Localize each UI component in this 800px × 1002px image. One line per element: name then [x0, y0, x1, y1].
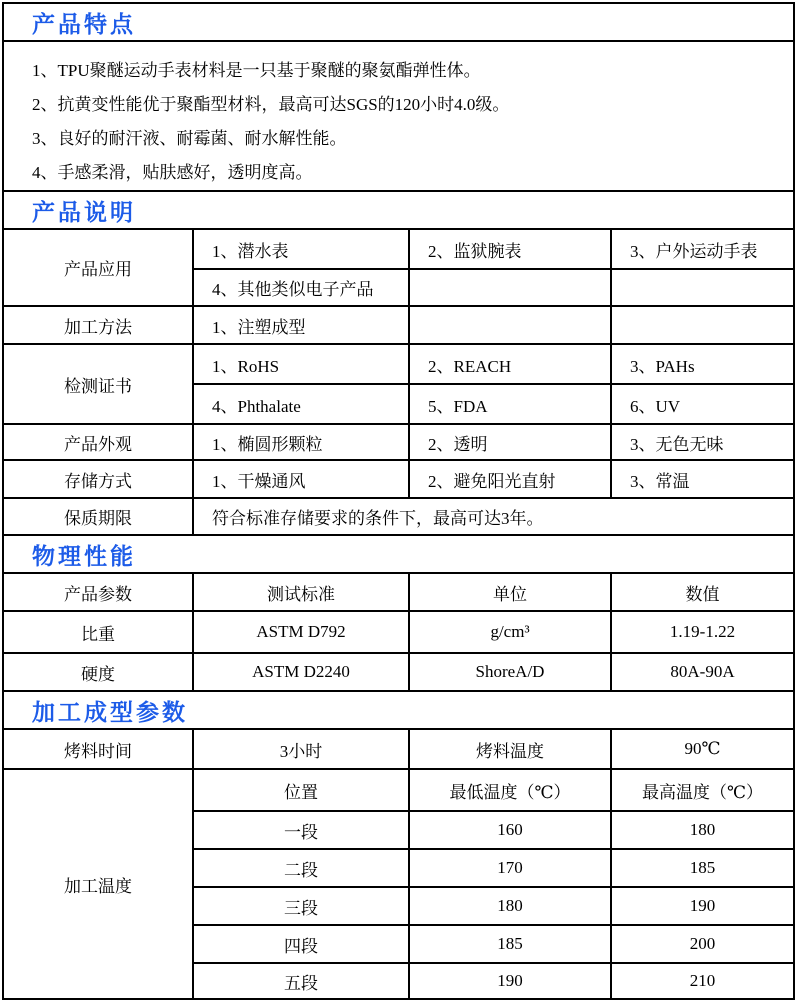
appearance-item-1: 1、椭圆形颗粒	[193, 424, 409, 460]
physical-header-value: 数值	[611, 573, 794, 611]
temp-max: 190	[611, 887, 794, 925]
bake-temp-value: 90℃	[611, 729, 794, 769]
empty-cell	[409, 269, 611, 306]
empty-cell	[409, 306, 611, 344]
physical-header-parameter: 产品参数	[3, 573, 193, 611]
method-label: 加工方法	[3, 306, 193, 344]
storage-item-2: 2、避免阳光直射	[409, 460, 611, 498]
appearance-item-3: 3、无色无味	[611, 424, 794, 460]
section-header-physical	[2, 534, 795, 574]
temp-max: 185	[611, 849, 794, 887]
temp-header-max: 最高温度（℃）	[611, 769, 794, 811]
temp-header-position: 位置	[193, 769, 409, 811]
certificates-label: 检测证书	[3, 344, 193, 424]
certificate-item-6: 6、UV	[611, 384, 794, 424]
physical-row-name: 硬度	[3, 653, 193, 691]
section-title-processing: 加工成型参数	[32, 698, 188, 725]
temp-max: 200	[611, 925, 794, 963]
certificate-item-4: 4、Phthalate	[193, 384, 409, 424]
application-item-2: 2、监狱腕表	[409, 229, 611, 269]
physical-row-standard: ASTM D2240	[193, 653, 409, 691]
section-header-description	[2, 190, 795, 230]
description-table	[2, 228, 795, 536]
physical-row-standard: ASTM D792	[193, 611, 409, 653]
product-spec-sheet	[2, 2, 795, 1000]
temp-max: 180	[611, 811, 794, 849]
physical-header-standard: 测试标准	[193, 573, 409, 611]
physical-row-unit: g/cm³	[409, 611, 611, 653]
storage-label: 存储方式	[3, 460, 193, 498]
section-title-physical: 物理性能	[32, 542, 136, 569]
storage-item-3: 3、常温	[611, 460, 794, 498]
section-title-description: 产品说明	[32, 198, 136, 225]
appearance-label: 产品外观	[3, 424, 193, 460]
certificate-item-3: 3、PAHs	[611, 344, 794, 384]
temp-min: 190	[409, 963, 611, 999]
temp-min: 180	[409, 887, 611, 925]
physical-row-value: 80A-90A	[611, 653, 794, 691]
physical-row-value: 1.19-1.22	[611, 611, 794, 653]
physical-header-unit: 单位	[409, 573, 611, 611]
storage-item-1: 1、干燥通风	[193, 460, 409, 498]
processing-table	[2, 728, 795, 1000]
section-header-features	[2, 2, 795, 42]
feature-item-1: 1、TPU聚醚运动手表材料是一只基于聚醚的聚氨酯弹性体。	[32, 61, 481, 80]
temp-min: 185	[409, 925, 611, 963]
temp-stage: 二段	[193, 849, 409, 887]
temp-stage: 一段	[193, 811, 409, 849]
method-item-1: 1、注塑成型	[193, 306, 409, 344]
physical-row-name: 比重	[3, 611, 193, 653]
certificate-item-2: 2、REACH	[409, 344, 611, 384]
feature-item-2: 2、抗黄变性能优于聚酯型材料，最高可达SGS的120小时4.0级。	[32, 95, 510, 114]
shelf-life-value: 符合标准存储要求的条件下，最高可达3年。	[193, 498, 794, 535]
physical-row-unit: ShoreA/D	[409, 653, 611, 691]
shelf-life-label: 保质期限	[3, 498, 193, 535]
bake-time-label: 烤料时间	[3, 729, 193, 769]
application-item-1: 1、潜水表	[193, 229, 409, 269]
feature-item-4: 4、手感柔滑，贴肤感好，透明度高。	[32, 163, 313, 182]
processing-temp-label: 加工温度	[3, 769, 193, 999]
application-item-3: 3、户外运动手表	[611, 229, 794, 269]
temp-min: 160	[409, 811, 611, 849]
bake-time-value: 3小时	[193, 729, 409, 769]
temp-stage: 四段	[193, 925, 409, 963]
section-title-features: 产品特点	[32, 10, 136, 37]
certificate-item-5: 5、FDA	[409, 384, 611, 424]
temp-max: 210	[611, 963, 794, 999]
empty-cell	[611, 269, 794, 306]
temp-stage: 五段	[193, 963, 409, 999]
empty-cell	[611, 306, 794, 344]
certificate-item-1: 1、RoHS	[193, 344, 409, 384]
physical-table	[2, 572, 795, 692]
application-item-4: 4、其他类似电子产品	[193, 269, 409, 306]
temp-min: 170	[409, 849, 611, 887]
application-label: 产品应用	[3, 229, 193, 306]
temp-header-min: 最低温度（℃）	[409, 769, 611, 811]
features-list	[2, 40, 795, 192]
section-header-processing	[2, 690, 795, 730]
temp-stage: 三段	[193, 887, 409, 925]
feature-item-3: 3、良好的耐汗液、耐霉菌、耐水解性能。	[32, 129, 347, 148]
bake-temp-label: 烤料温度	[409, 729, 611, 769]
appearance-item-2: 2、透明	[409, 424, 611, 460]
